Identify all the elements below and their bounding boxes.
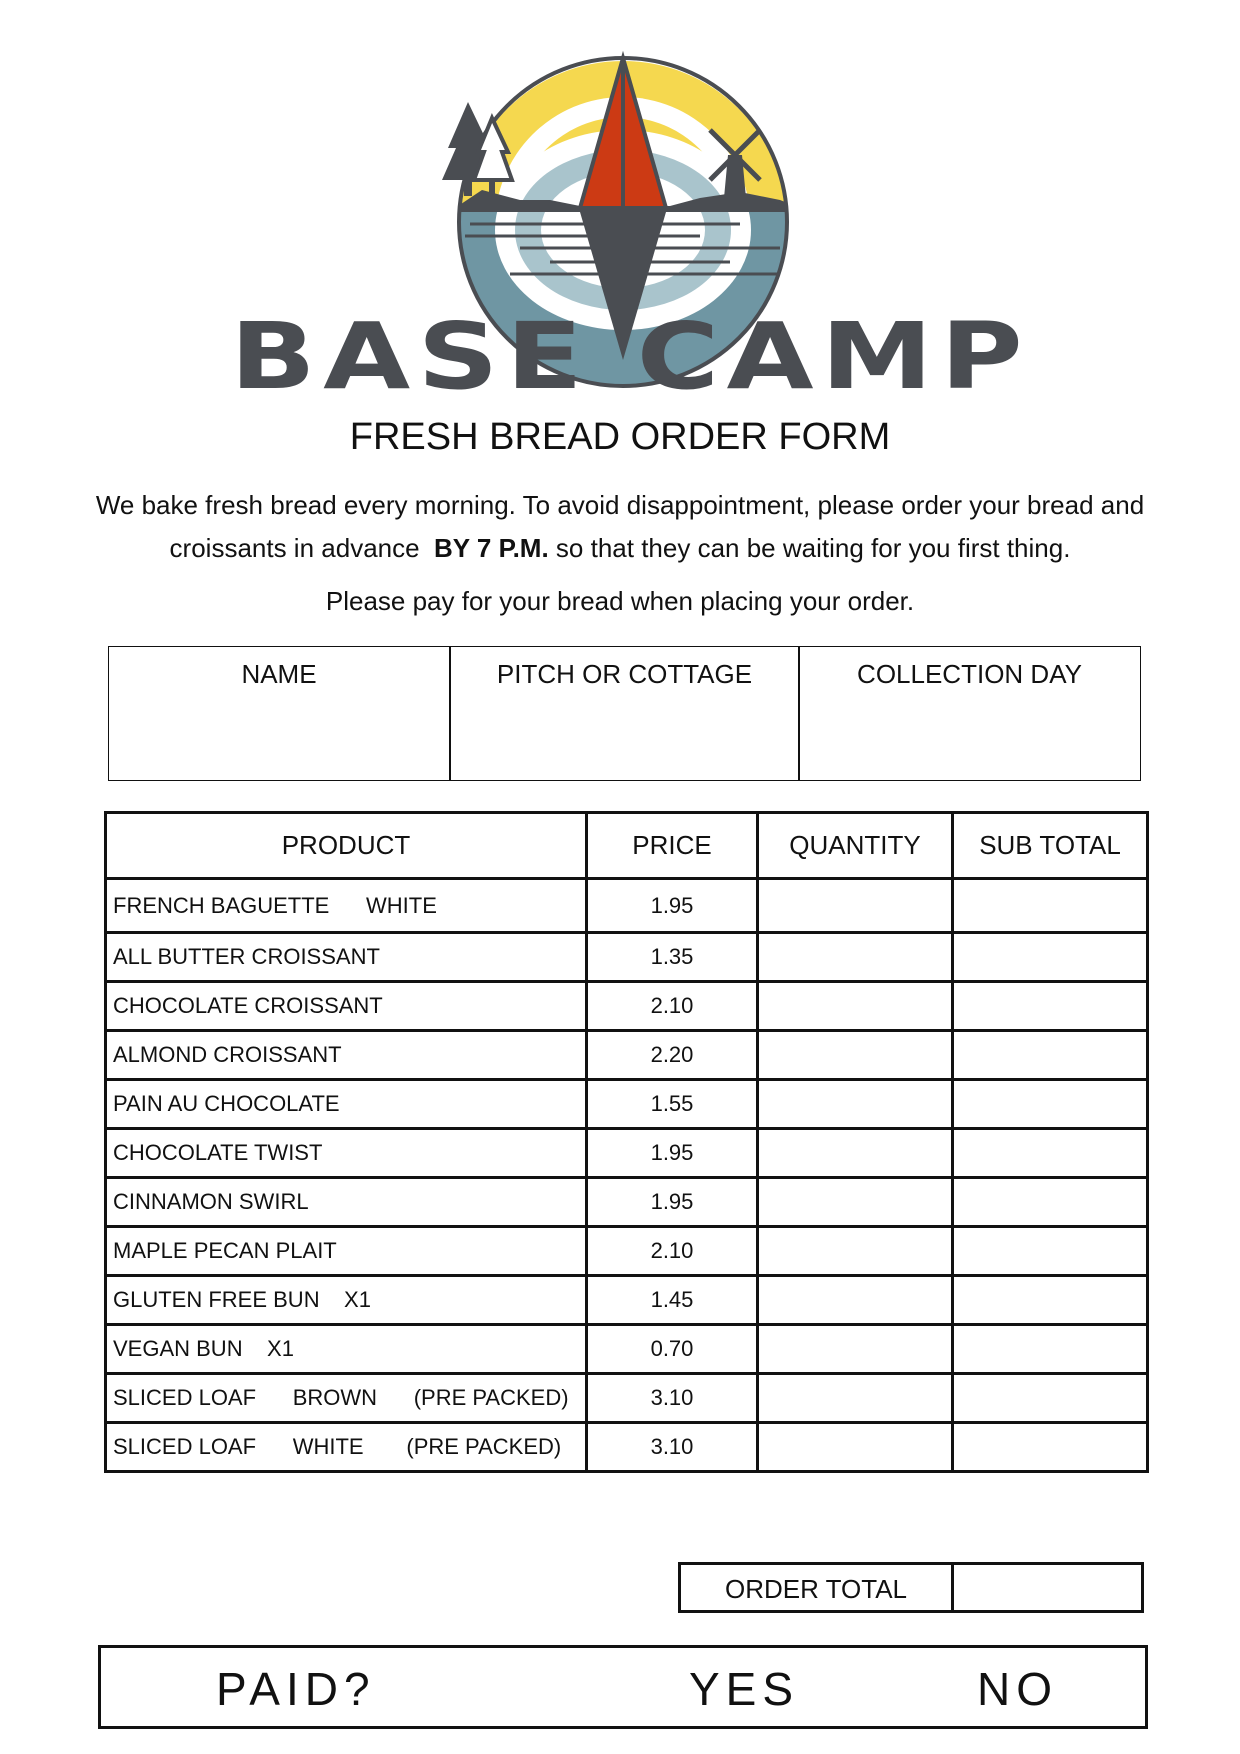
product-row	[106, 1227, 1148, 1276]
product-price: 2.20	[587, 1031, 758, 1080]
paid-no-option[interactable]: NO	[977, 1663, 1058, 1715]
product-price: 3.10	[587, 1374, 758, 1423]
product-price: 1.95	[587, 1178, 758, 1227]
product-price: 1.35	[587, 933, 758, 982]
order-total-label: ORDER TOTAL	[681, 1565, 954, 1610]
product-row	[106, 1031, 1148, 1080]
product-name: ALMOND CROISSANT	[106, 1031, 587, 1080]
product-name: SLICED LOAF BROWN (PRE PACKED)	[106, 1374, 587, 1423]
product-price: 2.10	[587, 982, 758, 1031]
sub-total-field[interactable]	[953, 1031, 1148, 1080]
product-table-header	[106, 813, 1148, 879]
sub-total-field[interactable]	[953, 982, 1148, 1031]
product-name: GLUTEN FREE BUN X1	[106, 1276, 587, 1325]
header-quantity: QUANTITY	[758, 813, 953, 879]
collection-day-field[interactable]: COLLECTION DAY	[857, 659, 1082, 689]
customer-info-table	[108, 646, 1141, 781]
product-price: 2.10	[587, 1227, 758, 1276]
product-row	[106, 1423, 1148, 1472]
paid-question: PAID?	[216, 1663, 376, 1715]
product-name: CINNAMON SWIRL	[106, 1178, 587, 1227]
quantity-field[interactable]	[758, 1227, 953, 1276]
paid-yes-option[interactable]: YES	[689, 1663, 800, 1715]
product-row	[106, 1129, 1148, 1178]
name-field[interactable]: NAME	[109, 647, 451, 780]
sub-total-field[interactable]	[953, 1276, 1148, 1325]
quantity-field[interactable]	[758, 1325, 953, 1374]
product-name: CHOCOLATE CROISSANT	[106, 982, 587, 1031]
product-price: 1.95	[587, 879, 758, 933]
sub-total-field[interactable]	[953, 879, 1148, 933]
product-row	[106, 1276, 1148, 1325]
product-name: SLICED LOAF WHITE (PRE PACKED)	[106, 1423, 587, 1472]
intro-text: We bake fresh bread every morning. To avoid disappointment, please order your bread and croissants in advance BY 7 P.M. so that they can be waiting for you first thing.	[95, 490, 1145, 563]
quantity-field[interactable]	[758, 982, 953, 1031]
payment-note: Please pay for your bread when placing your order.	[325, 586, 915, 616]
product-name: MAPLE PECAN PLAIT	[106, 1227, 587, 1276]
product-row	[106, 1080, 1148, 1129]
product-row	[106, 1325, 1148, 1374]
quantity-field[interactable]	[758, 1129, 953, 1178]
paid-box	[98, 1645, 1148, 1729]
sub-total-field[interactable]	[953, 1227, 1148, 1276]
quantity-field[interactable]	[758, 1423, 953, 1472]
pitch-or-cottage-field[interactable]: PITCH OR COTTAGE	[451, 646, 800, 781]
sub-total-field[interactable]	[953, 1325, 1148, 1374]
sub-total-field[interactable]	[953, 1423, 1148, 1472]
quantity-field[interactable]	[758, 1178, 953, 1227]
quantity-field[interactable]	[758, 1031, 953, 1080]
product-name: FRENCH BAGUETTE WHITE	[106, 879, 587, 933]
header-product: PRODUCT	[106, 813, 587, 879]
sub-total-field[interactable]	[953, 1129, 1148, 1178]
base-camp-logo	[220, 30, 1040, 410]
product-row	[106, 1178, 1148, 1227]
page-title: FRESH BREAD ORDER FORM	[349, 416, 891, 458]
product-row	[106, 933, 1148, 982]
sub-total-field[interactable]	[953, 1080, 1148, 1129]
product-price: 1.95	[587, 1129, 758, 1178]
product-price: 1.55	[587, 1080, 758, 1129]
header-price: PRICE	[587, 813, 758, 879]
quantity-field[interactable]	[758, 1374, 953, 1423]
sub-total-field[interactable]	[953, 1374, 1148, 1423]
product-row	[106, 879, 1148, 933]
product-price: 1.45	[587, 1276, 758, 1325]
product-name: VEGAN BUN X1	[106, 1325, 587, 1374]
product-name: PAIN AU CHOCOLATE	[106, 1080, 587, 1129]
product-price: 3.10	[587, 1423, 758, 1472]
product-name: ALL BUTTER CROISSANT	[106, 933, 587, 982]
sub-total-field[interactable]	[953, 1178, 1148, 1227]
quantity-field[interactable]	[758, 879, 953, 933]
quantity-field[interactable]	[758, 1080, 953, 1129]
sub-total-field[interactable]	[953, 933, 1148, 982]
quantity-field[interactable]	[758, 933, 953, 982]
quantity-field[interactable]	[758, 1276, 953, 1325]
product-row	[106, 982, 1148, 1031]
order-total-field[interactable]	[954, 1565, 1141, 1610]
product-table	[104, 811, 1149, 1473]
order-total-box	[678, 1562, 1144, 1613]
product-row	[106, 1374, 1148, 1423]
logo-text: BASE CAMP	[230, 303, 1030, 410]
product-name: CHOCOLATE TWIST	[106, 1129, 587, 1178]
header-sub-total: SUB TOTAL	[953, 813, 1148, 879]
product-price: 0.70	[587, 1325, 758, 1374]
deadline: BY 7 P.M.	[434, 533, 549, 563]
